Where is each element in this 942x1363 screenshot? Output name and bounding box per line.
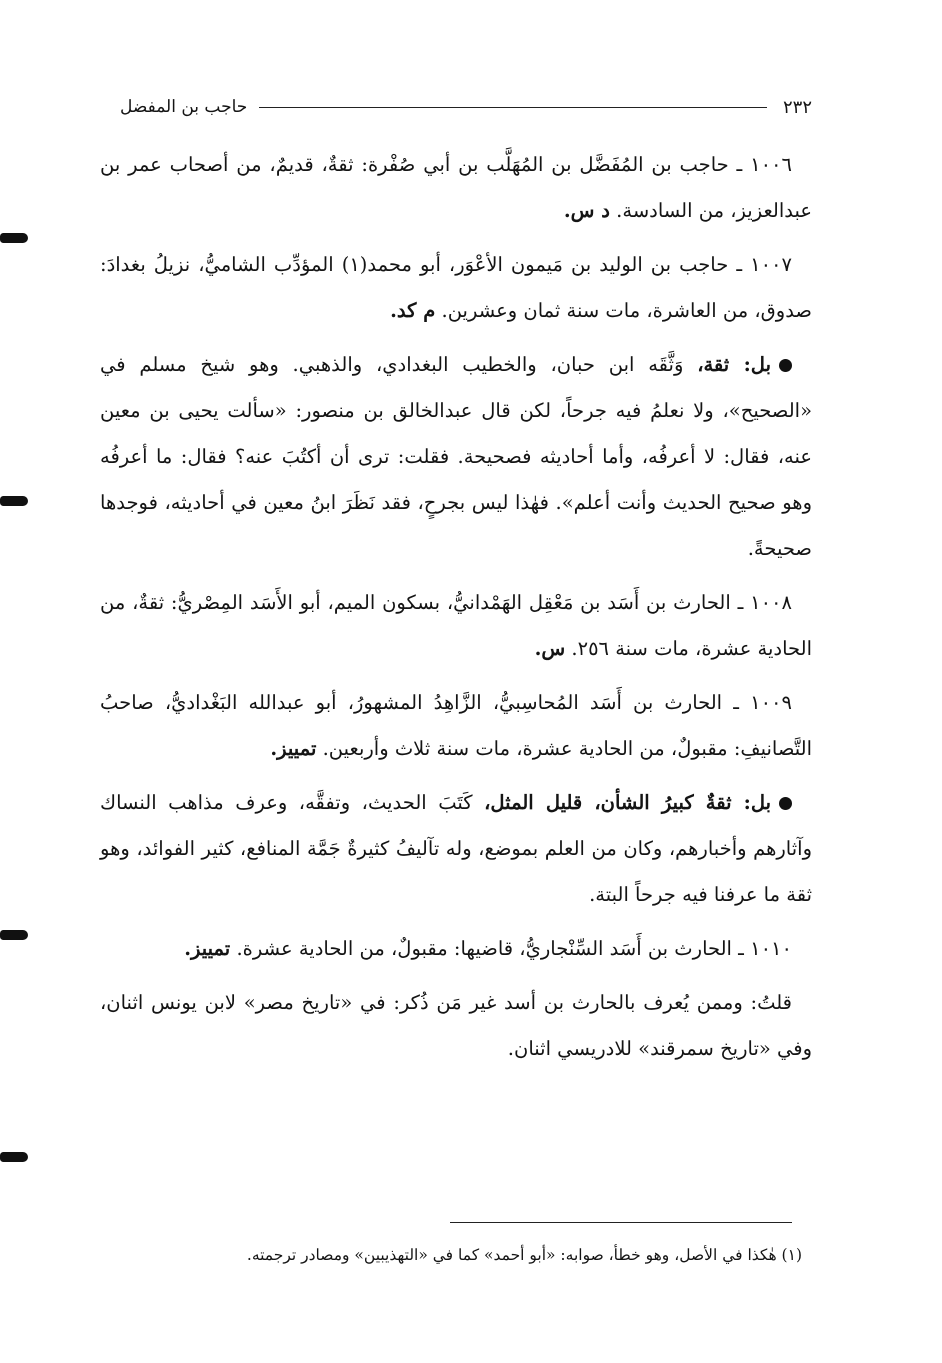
page-number: ٢٣٢ xyxy=(782,96,812,118)
note-lead: بل: ثقةٌ كبيرُ الشأن، قليل المثل، xyxy=(484,791,772,814)
book-page xyxy=(100,84,812,1334)
entry-codes: م كد. xyxy=(390,299,436,322)
entry-text: ١٠٠٩ ـ الحارث بن أَسَد المُحاسِبيُّ، الزَّاهِدُ المشهورُ، أبو عبدالله البَغْداديُّ، صاحبُ التَّصانيفِ: مقبولٌ، من الحادية عشرة، مات سنة ثلاث وأربعين. xyxy=(100,691,812,760)
entry-text: ١٠٠٧ ـ حاجب بن الوليد بن مَيمون الأعْوَر، أبو محمد(١) المؤدِّب الشاميُّ، نزيلُ بغدادَ: صدوق، من العاشرة، مات سنة ثمان وعشرين. xyxy=(100,253,812,322)
running-head xyxy=(100,94,812,120)
entry-text: ١٠٠٦ ـ حاجب بن المُفَضَّل بن المُهَلَّب بن أبي صُفْرة: ثقةٌ، قديمٌ، من أصحاب عمر بن عبدالعزيز، من السادسة. xyxy=(100,153,812,222)
entry-text: ١٠١٠ ـ الحارث بن أَسَد السِّنْجاريُّ، قاضيها: مقبولٌ، من الحادية عشرة. xyxy=(236,937,792,960)
entry-1009 xyxy=(100,680,812,772)
main-text xyxy=(100,142,812,1080)
entry-1006 xyxy=(100,142,812,234)
entry-codes: س. xyxy=(534,637,566,660)
entry-codes: تمييز. xyxy=(184,937,231,960)
entry-codes: د س. xyxy=(563,199,610,222)
entry-1007 xyxy=(100,242,812,334)
entry-text: ١٠٠٨ ـ الحارث بن أَسَد بن مَعْقِل الهَمْدانيُّ، بسكون الميم، أبو الأَسَد المِصْريُّ: ثقةٌ، من الحادية عشرة، مات سنة ٢٥٦. xyxy=(100,591,812,660)
note-text: وَثَّقَه ابن حبان، والخطيب البغدادي، والذهبي. وهو شيخ مسلم في «الصحيح»، ولا نعلمُ فيه جرحاً، لكن قال عبدالخالق بن منصور: «سألت يحيى بن معين عنه، فقال: لا أعرفُه، وأما أحاديثه فصحيحة. فقلت: ترى أن أكتُبَ عنه؟ فقال: ما أعرفُه وهو صحيح الحديث وأنت أعلم». فهٰذا ليس بجرحٍ، فقد نَظَرَ ابنُ معين في أحاديثه، فوجدها صحيحةً. xyxy=(100,353,812,560)
entry-1008 xyxy=(100,580,812,672)
entry-codes: تمييز. xyxy=(270,737,317,760)
margin-ink-mark xyxy=(0,233,28,243)
editor-note-1009 xyxy=(100,780,812,918)
running-title: حاجب بن المفضل xyxy=(120,97,248,117)
author-remark xyxy=(100,980,812,1072)
margin-ink-mark xyxy=(0,1152,28,1162)
bullet-icon xyxy=(779,797,792,810)
footnote-rule xyxy=(450,1222,792,1223)
bullet-icon xyxy=(779,359,792,372)
remark-text: قلتُ: وممن يُعرف بالحارث بن أسد غير مَن ذُكر: في «تاريخ مصر» لابن يونس اثنان، وفي «تاريخ سمرقند» للادريسي اثنان. xyxy=(100,991,812,1060)
entry-1010 xyxy=(100,926,812,972)
note-lead: بل: ثقة، xyxy=(697,353,771,376)
header-rule xyxy=(259,107,767,108)
footnote: (١) هٰكذا في الأصل، وهو خطأ، صوابه: «أبو أحمد» كما في «التهذيبين» ومصادر ترجمته. xyxy=(246,1246,802,1264)
note-text: كَتَبَ الحديث، وتفقَّه، وعرف مذاهب النساك وآثارهم وأخبارهم، وكان من العلم بموضع، وله تآليفُ كثيرةٌ جَمَّة المنافع، كثير الفوائد، وهو ثقة ما عرفنا فيه جرحاً البتة. xyxy=(100,791,812,906)
margin-ink-mark xyxy=(0,496,28,506)
margin-ink-mark xyxy=(0,930,28,940)
editor-note-1007 xyxy=(100,342,812,572)
